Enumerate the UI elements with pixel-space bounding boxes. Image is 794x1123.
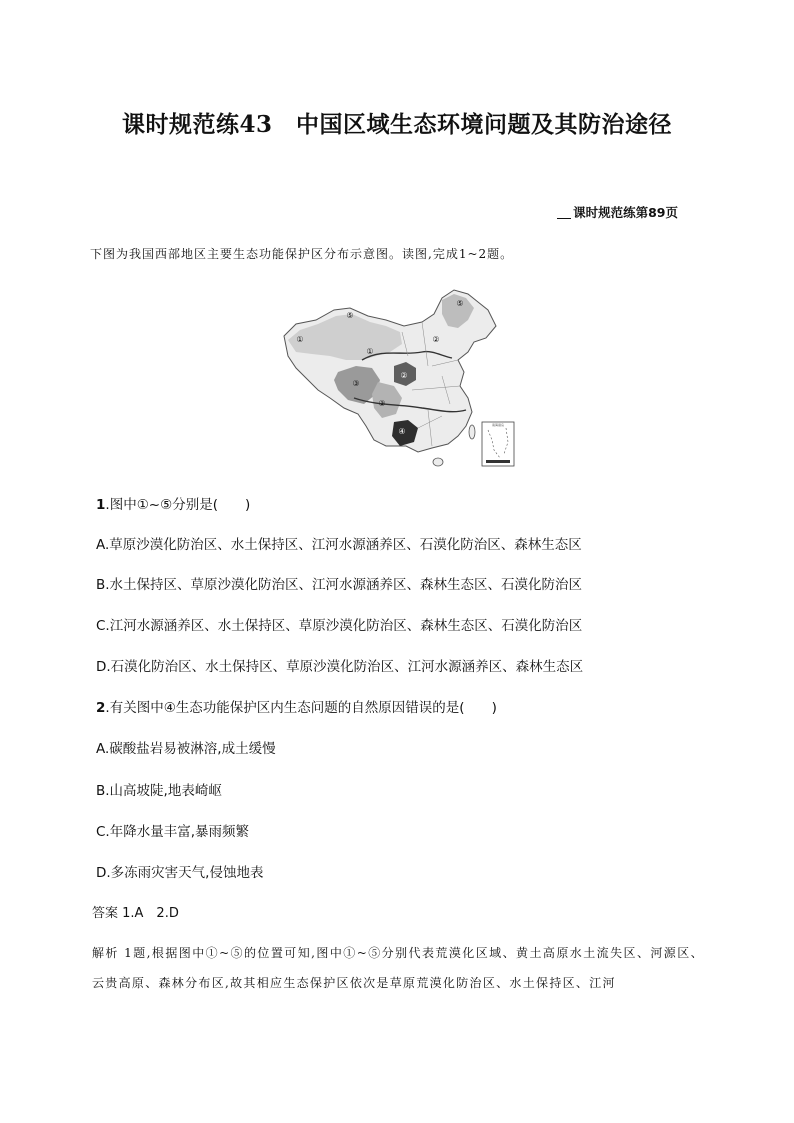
question-1 — [96, 493, 250, 513]
page-reference-text: 课时规范练第89页 — [573, 205, 678, 220]
hainan-island — [433, 458, 443, 466]
q2-option-a[interactable]: A.碳酸盐岩易被淋溶,成土缓慢 — [96, 741, 276, 757]
q2-option-c[interactable]: C.年降水量丰富,暴雨频繁 — [96, 824, 250, 840]
page-title: 课时规范练43 中国区域生态环境问题及其防治途径 — [121, 111, 672, 138]
analysis-label: 解析 — [92, 946, 119, 960]
south-china-sea-inset — [482, 422, 514, 466]
question-stem: .图中①~⑤分别是( ) — [105, 497, 251, 513]
analysis-paragraph — [92, 938, 704, 998]
inset-label: 南海诸岛 — [491, 423, 505, 427]
analysis-text: 1题,根据图中①~⑤的位置可知,图中①~⑤分别代表荒漠化区域、黄土高原水土流失区、河源区、云贵高原、森林分布区,故其相应生态保护区依次是草原荒漠化防治区、水土保持区、江河 — [92, 946, 704, 990]
question-number: 1 — [96, 497, 106, 513]
inset-scale-bar — [486, 460, 510, 463]
question-stem: .有关图中④生态功能保护区内生态问题的自然原因错误的是( ) — [105, 700, 497, 716]
q2-option-b[interactable]: B.山高坡陡,地表崎岖 — [96, 783, 222, 799]
map-label-2: ② — [400, 371, 408, 380]
map-label-3: ③ — [352, 379, 360, 388]
map-label-2b: ② — [432, 335, 440, 344]
intro-text: 下图为我国西部地区主要生态功能保护区分布示意图。读图,完成1~2题。 — [90, 247, 514, 261]
q2-option-d[interactable]: D.多冻雨灾害天气,侵蚀地表 — [96, 865, 264, 881]
q1-option-b[interactable]: B.水土保持区、草原沙漠化防治区、江河水源涵养区、森林生态区、石漠化防治区 — [96, 577, 583, 593]
map-label-4: ④ — [398, 427, 406, 436]
blank-line — [557, 218, 571, 219]
map-label-3b: ③ — [378, 399, 386, 408]
map-label-1: ① — [296, 335, 304, 344]
taiwan-island — [469, 425, 475, 439]
map-label-5b: ⑤ — [346, 311, 354, 320]
page-reference — [557, 203, 678, 221]
answer-line: 答案 1.A 2.D — [92, 906, 179, 921]
question-number: 2 — [96, 700, 106, 716]
china-ecological-zones-map — [282, 286, 518, 470]
q1-option-c[interactable]: C.江河水源涵养区、水土保持区、草原沙漠化防治区、森林生态区、石漠化防治区 — [96, 618, 583, 634]
q1-option-a[interactable]: A.草原沙漠化防治区、水土保持区、江河水源涵养区、石漠化防治区、森林生态区 — [96, 537, 582, 553]
question-2 — [96, 696, 497, 716]
map-label-5: ⑤ — [456, 299, 464, 308]
q1-option-d[interactable]: D.石漠化防治区、水土保持区、草原沙漠化防治区、江河水源涵养区、森林生态区 — [96, 659, 584, 675]
map-label-1b: ① — [366, 347, 374, 356]
